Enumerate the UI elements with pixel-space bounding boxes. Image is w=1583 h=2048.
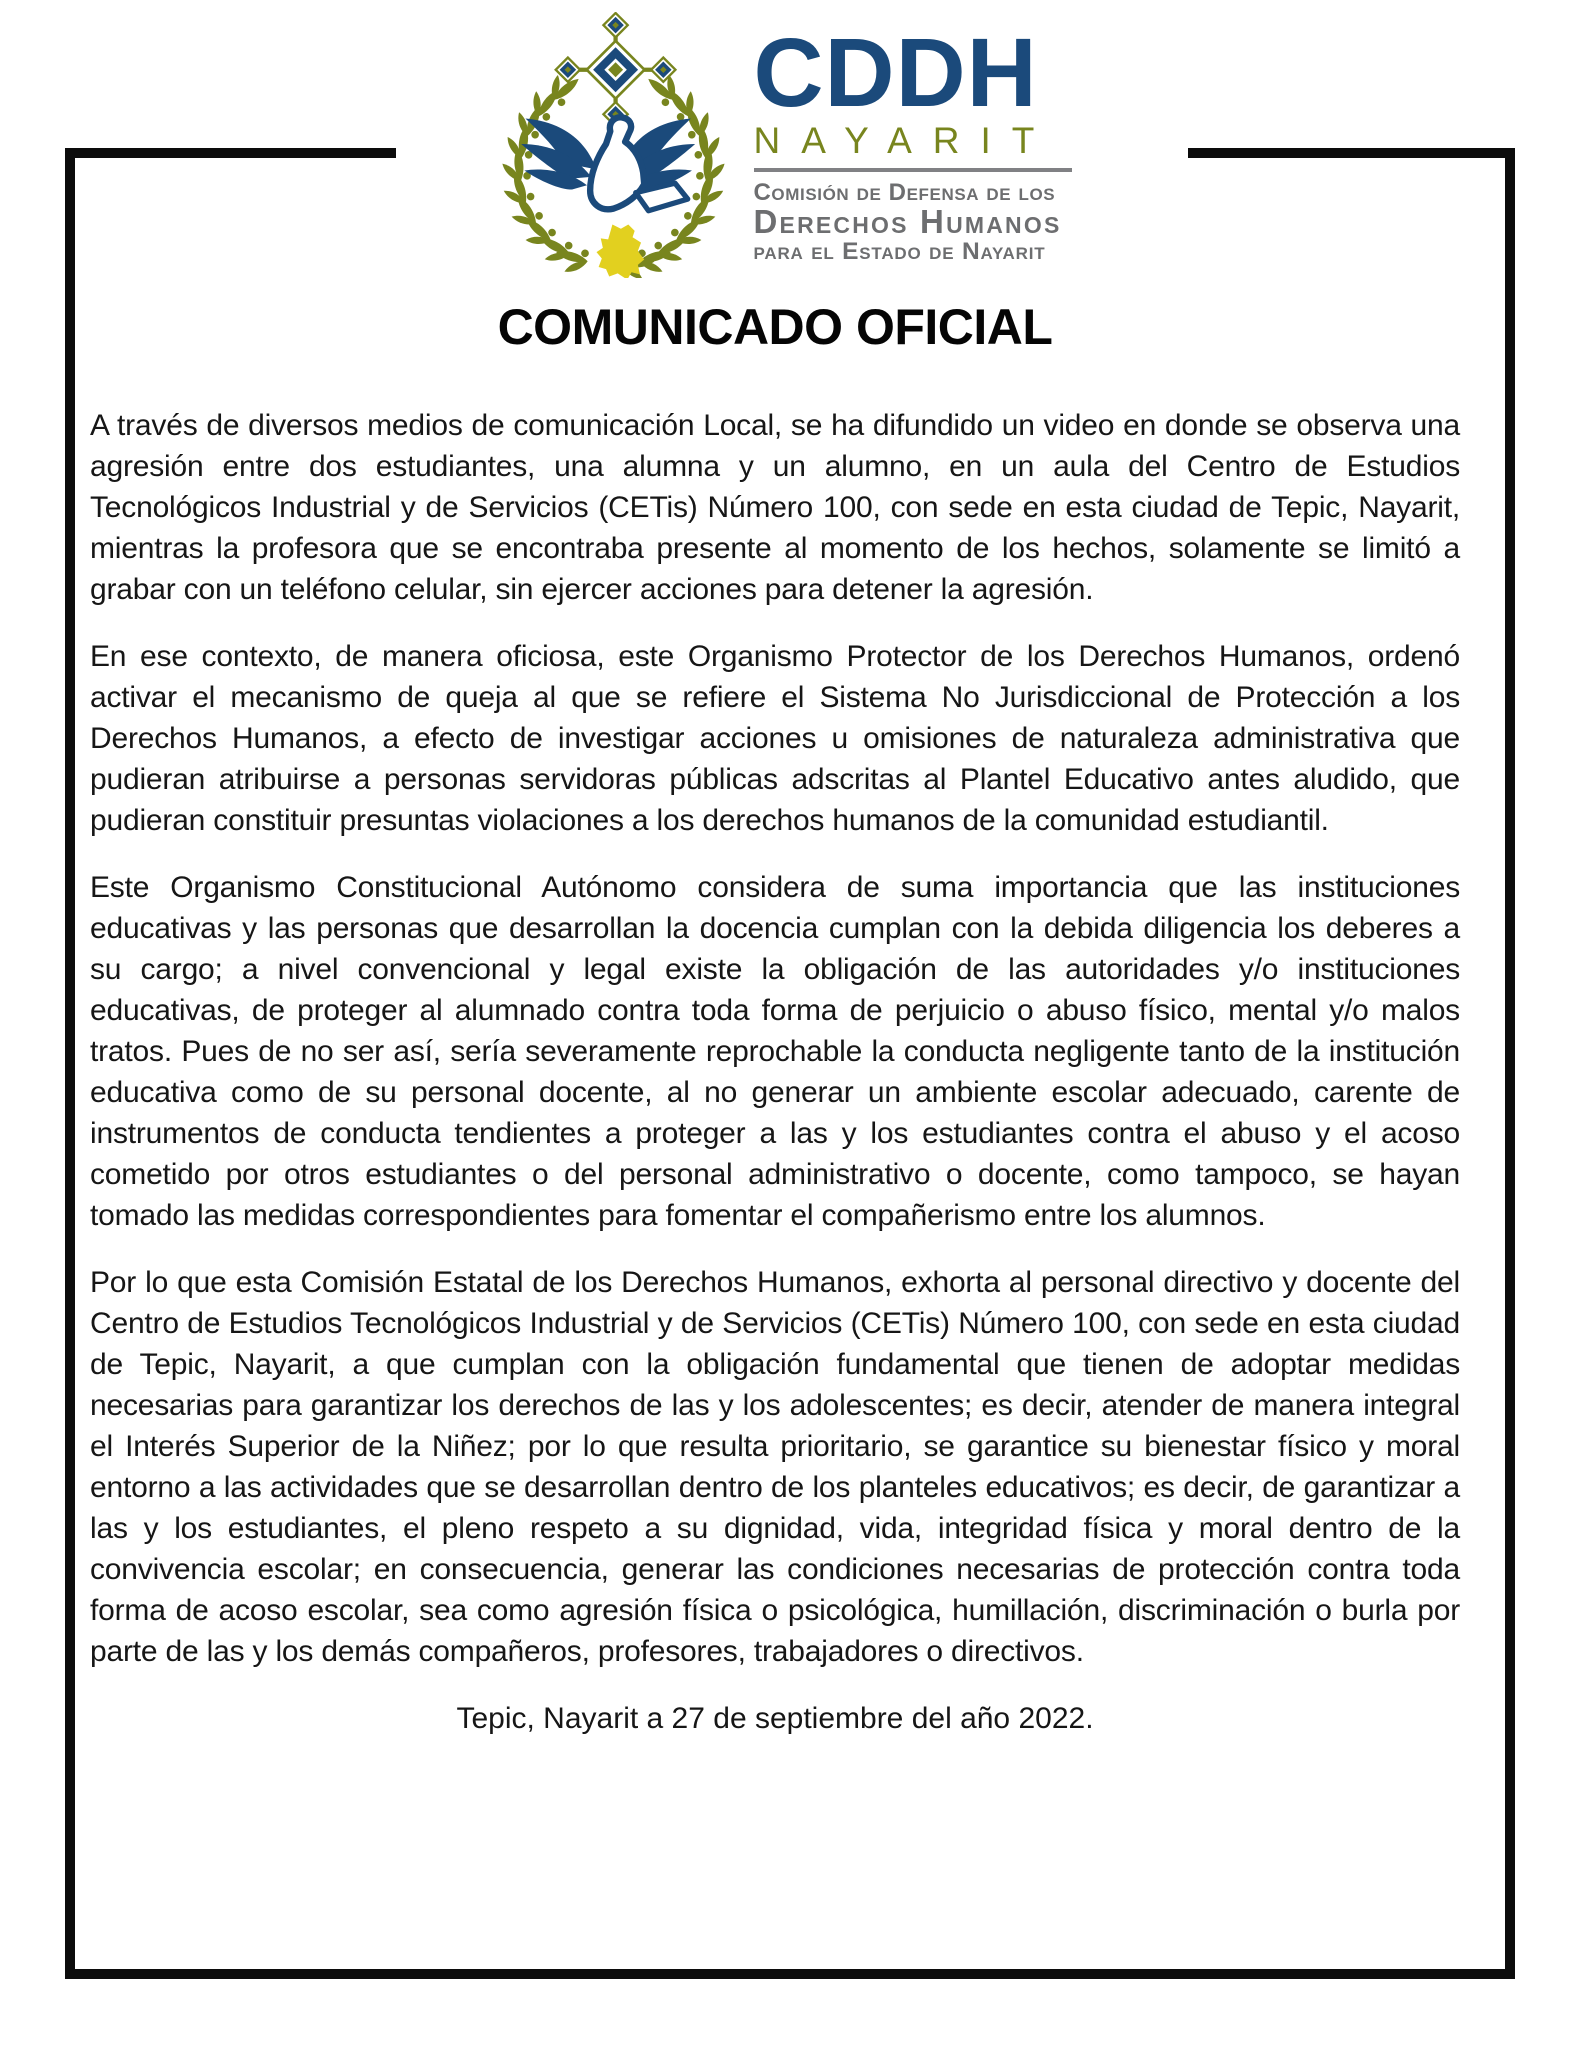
body-paragraph-1: A través de diversos medios de comunicación Local, se ha difundido un video en donde se observa una agresión entre dos estudiantes, una alumna y un alumno, en un aula del Centro de Estudios Tecnológicos Industrial y de Servicios (CETis) Número 100, con sede en esta ciudad de Tepic, Nayarit, mientras la profesora que se encontraba presente al momento de los hechos, solamente se limitó a grabar con un teléfono celular, sin ejercer acciones para detener la agresión. (90, 409, 1460, 606)
document-content (90, 300, 1460, 1739)
body-paragraph-4: Por lo que esta Comisión Estatal de los Derechos Humanos, exhorta al personal directivo y docente del Centro de Estudios Tecnológicos Industrial y de Servicios (CETis) Número 100, con sede en esta ciudad de Tepic, Nayarit, a que cumplan con la obligación fundamental que tienen de adoptar medidas necesarias para garantizar los derechos de las y los adolescentes; es decir, atender de manera integral el Interés Superior de la Niñez; por lo que resulta prioritario, se garantice su bienestar físico y moral entorno a las actividades que se desarrollan dentro de los planteles educativos; es decir, de garantizar a las y los estudiantes, el pleno respeto a su dignidad, vida, integridad física y moral dentro de la convivencia escolar; en consecuencia, generar las condiciones necesarias de protección contra toda forma de acoso escolar, sea como agresión física o psicológica, humillación, discriminación o burla por parte de las y los demás compañeros, profesores, trabajadores o directivos. (90, 1266, 1460, 1668)
logo-wordmark (753, 18, 1084, 265)
logo-state: NAYARIT (753, 120, 1056, 162)
document-title: COMUNICADO OFICIAL (497, 299, 1053, 355)
logo-band (396, 0, 1188, 300)
org-name-line-2: Derechos Humanos (753, 203, 1062, 241)
logo-acronym: CDDH (753, 18, 1038, 127)
body-paragraph-3: Este Organismo Constitucional Autónomo considera de suma importancia que las instituciones educativas y las personas que desarrollan la docencia cumplan con la debida diligencia los deberes a su cargo; a nivel convencional y legal existe la obligación de las autoridades y/o instituciones educativas, de proteger al alumnado contra toda forma de perjuicio o abuso físico, mental y/o malos tratos. Pues de no ser así, sería severamente reprochable la conducta negligente tanto de la institución educativa como de su personal docente, al no generar un ambiente escolar adecuado, carente de instrumentos de conducta tendientes a proteger a las y los estudiantes contra el abuso y el acoso cometido por otros estudiantes o del personal administrativo o docente, como tampoco, se hayan tomado las medidas correspondientes para fomentar el compañerismo entre los alumnos. (90, 871, 1460, 1232)
cddh-emblem (500, 12, 728, 278)
huichol-cross-icon (554, 12, 677, 128)
dove-icon (521, 117, 695, 210)
dateline: Tepic, Nayarit a 27 de septiembre del año 2022. (456, 1702, 1094, 1735)
logo-divider (754, 168, 1072, 172)
org-name-line-3: para el Estado de Nayarit (753, 237, 1046, 265)
nayarit-map-icon (596, 225, 644, 278)
org-name-line-1: Comisión de Defensa de los (753, 179, 1056, 207)
body-paragraph-2: En ese contexto, de manera oficiosa, este Organismo Protector de los Derechos Humanos, ordenó activar el mecanismo de queja al que se refiere el Sistema No Jurisdiccional de Protección a los Derechos Humanos, a efecto de investigar acciones u omisiones de naturaleza administrativa que pudieran atribuirse a personas servidoras públicas adscritas al Plantel Educativo antes aludido, que pudieran constituir presuntas violaciones a los derechos humanos de la comunidad estudiantil. (90, 640, 1460, 837)
